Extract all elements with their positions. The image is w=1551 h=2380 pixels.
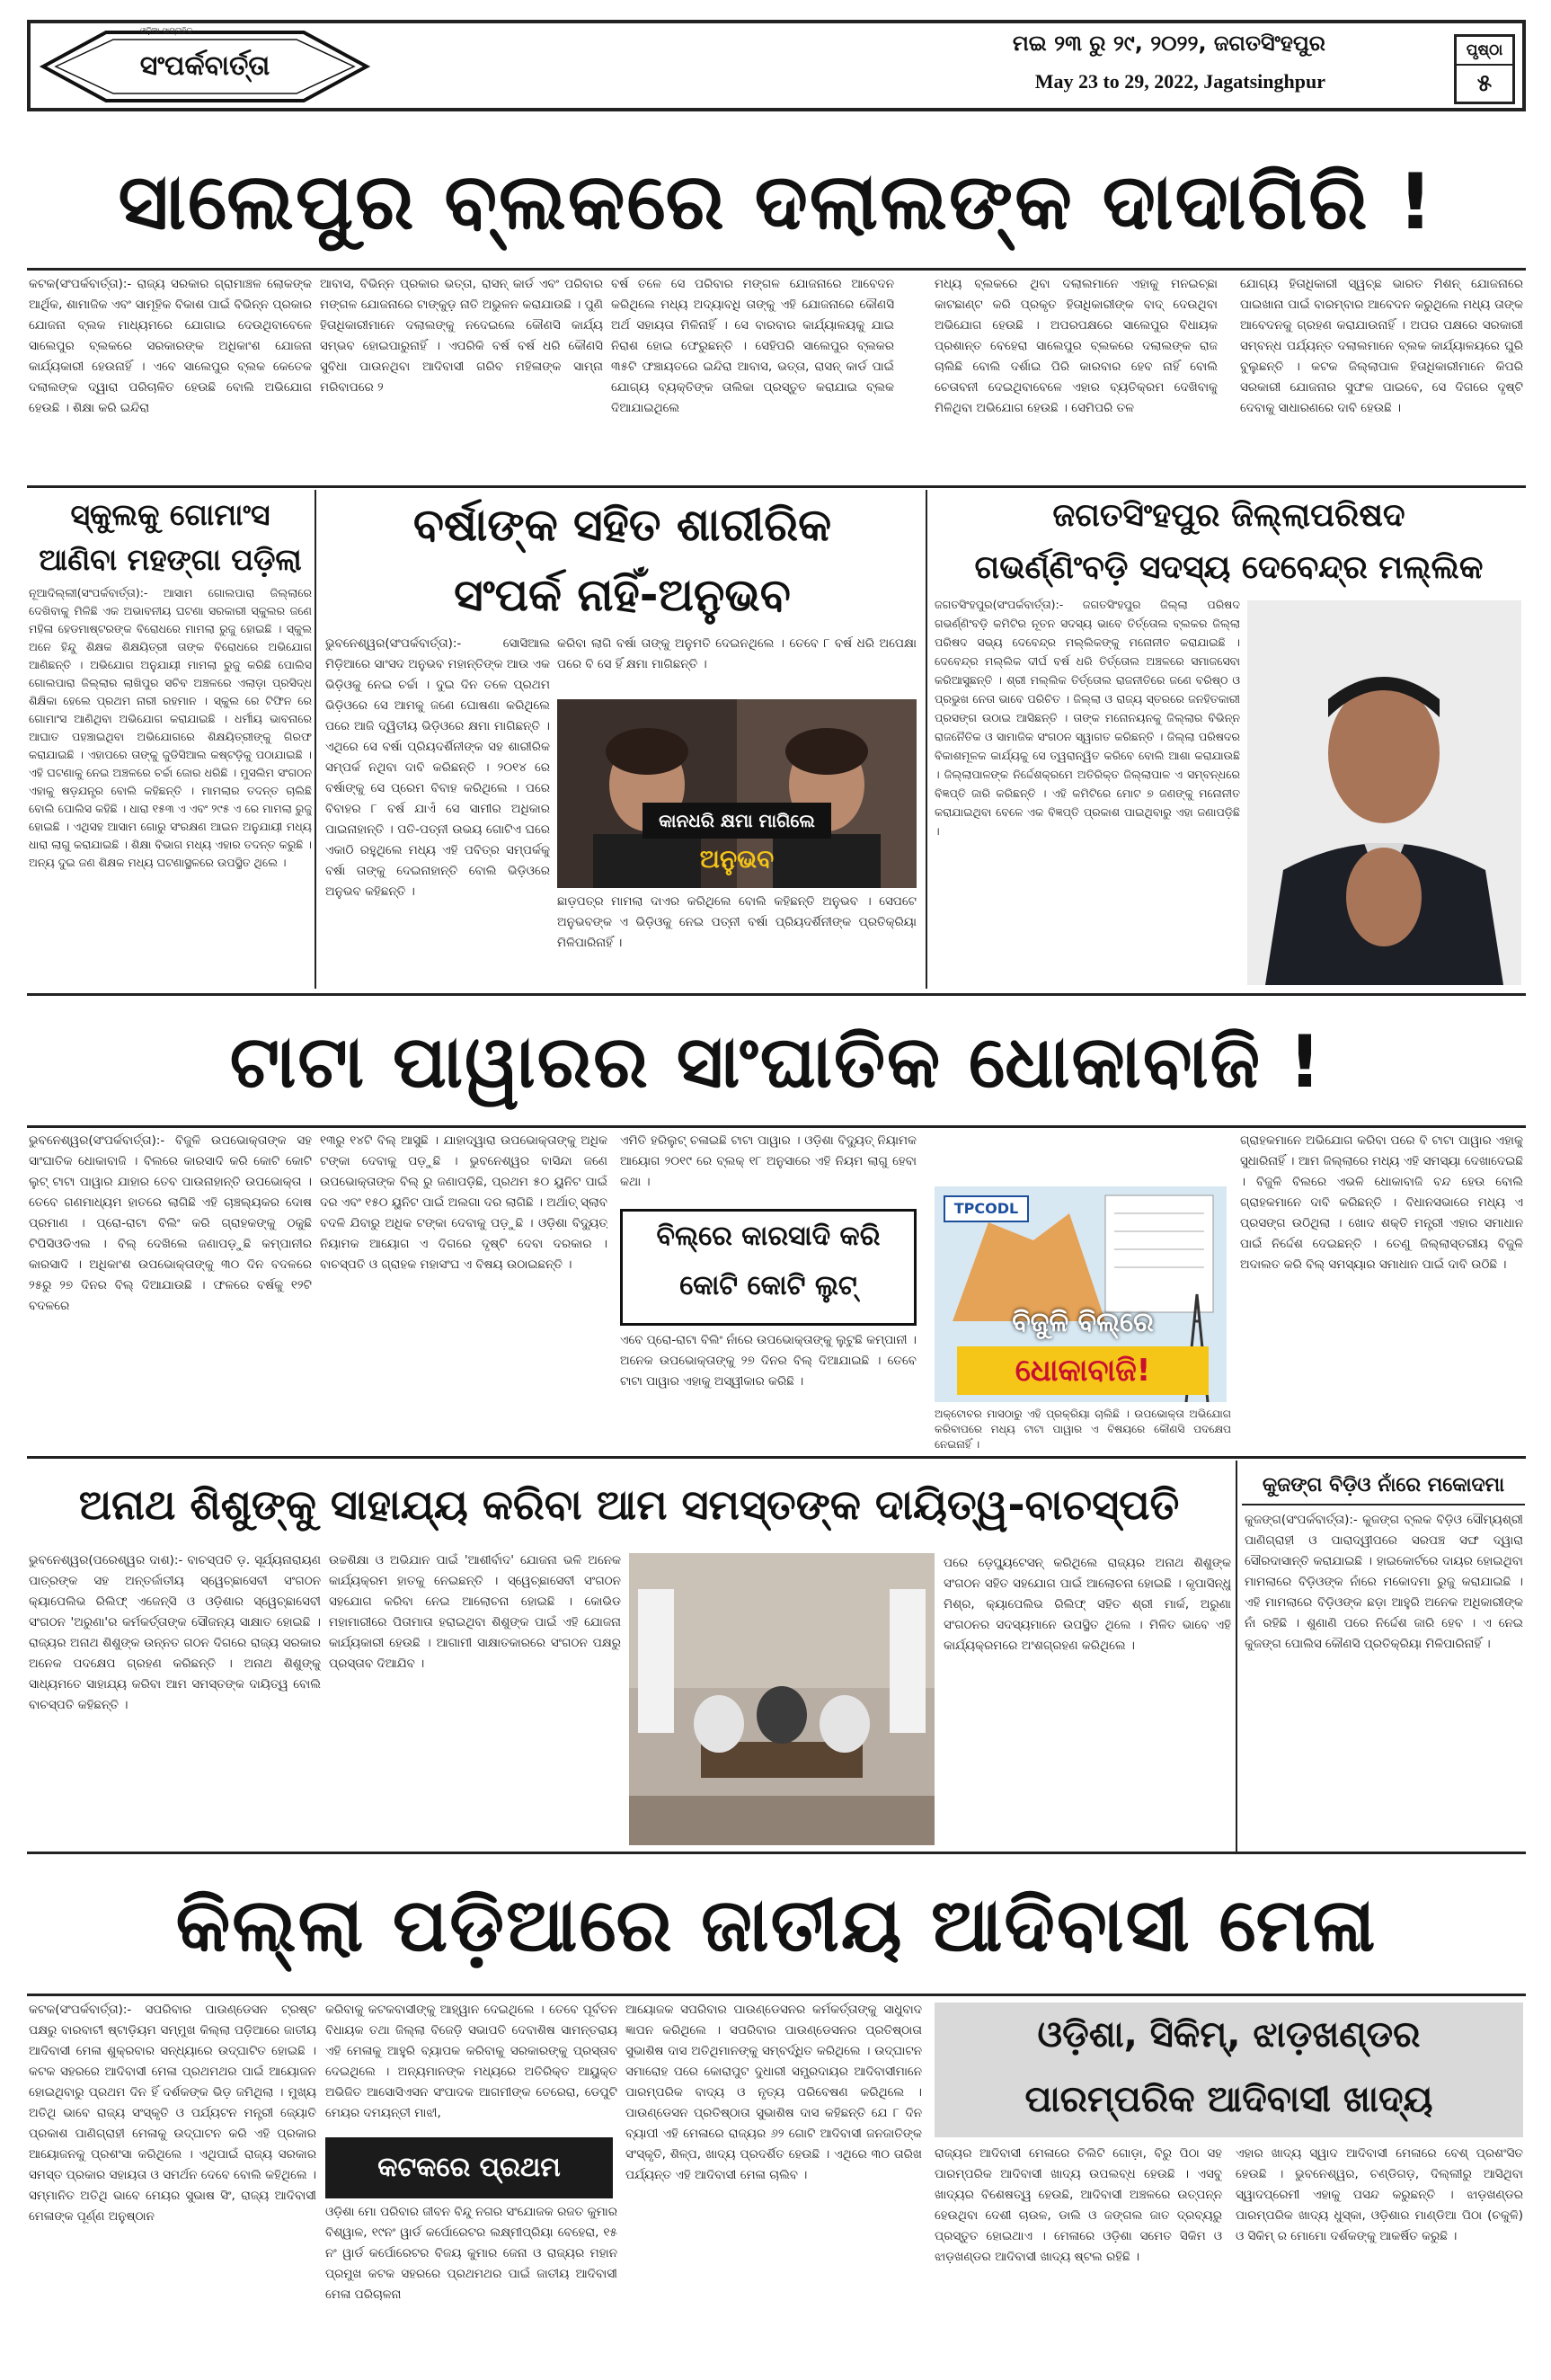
story5-photo-text-2: ଧୋକାବାଜି! (957, 1346, 1209, 1395)
story5-col-3-bottom: ଏବେ ପ୍ରୋ-ରାଟା ବିଲିଂ ନାଁରେ ଉପଭୋକ୍ତାଙ୍କୁ ଲୁଟୁଛି କମ୍ପାନୀ । ଅନେକ ଉପଭୋକ୍ତାଙ୍କୁ ୨୭ ଦିନର ବିଲ୍ ଦିଆଯାଇଛି । ତେବେ ଟାଟା ପାୱାର ଏହାକୁ ଅସ୍ୱୀକାର କରିଛି । (620, 1333, 917, 1389)
story8-col-4: ରାଜ୍ୟର ଆଦିବାସୀ ମେଳାରେ ଚିଲିଟି ଗୋଡ଼ା, ବିରୁ ପିଠା ସହ ପାରମ୍ପରିକ ଆଦିବାସୀ ଖାଦ୍ୟ ଉପଲବ୍ଧ ହେଉଛି । ଏସବୁ ଖାଦ୍ୟର ବିଶେଷତ୍ୱ ହେଉଛି, ଆଦିବାସୀ ଅଞ୍ଚଳରେ ଉତ୍ପନ୍ନ ହେଉଥିବା ଦେଶୀ ଚାଉଳ, ଡାଲି ଓ ଜଙ୍ଗଲ ଜାତ ଦ୍ରବ୍ୟରୁ ପ୍ରସ୍ତୁତ ହୋଇଥାଏ । ମେଳାରେ ଓଡ଼ିଶା ସମେତ ସିକିମ ଓ ଝାଡ଼ଖଣ୍ଡର ଆଦିବାସୀ ଖାଦ୍ୟ ଷ୍ଟଲ ରହିଛି । (935, 2146, 1222, 2264)
story3-col-3: ଛାଡ଼ପତ୍ର ମାମଲା ଦାଏର କରିଥିଲେ ବୋଲି କହିଛନ୍ତି ଅନୁଭବ । ସେପଟେ ଅନୁଭବଙ୍କ ଏ ଭିଡ଼ିଓକୁ ନେଇ ପତ୍ନୀ ବର୍ଷା ପ୍ରିୟଦର୍ଶିନୀଙ୍କ ପ୍ରତିକ୍ରିୟା ମିଳିପାରିନାହିଁ । (557, 894, 917, 950)
date-odia: ମଇ ୨୩ ରୁ ୨୯, ୨୦୨୨, ଜଗତସିଂହପୁର (1012, 31, 1325, 56)
divider (27, 993, 1526, 996)
story5-callout-1: ବିଲ୍‌ରେ କାରସାଦି କରି (656, 1221, 881, 1252)
divider (1236, 1461, 1237, 1852)
story3-headline-2: ସଂପର୍କ ନାହିଁ-ଅନୁଭବ (454, 569, 791, 621)
story5-col-2: ୧୩ରୁ ୧୪ଟି ବିଲ୍ ଆସୁଛି । ଯାହାଦ୍ୱାରା ଉପଭୋକ୍ତାଙ୍କୁ ଅଧିକ ଟଙ୍କା ଦେବାକୁ ପଡ଼ୁଛି । ଭୁବନେଶ୍ୱର ବାସିନ୍ଦା ଜଣେ ଉପଭୋକ୍ତାଙ୍କ ବିଲ୍ ରୁ ଜଣାପଡ଼ିଛି, ପ୍ରଥମ ୫୦ ୟୁନିଟ ପାଇଁ ଦର ଏବଂ ୧୫୦ ୟୁନିଟ ପାଇଁ ଅଲଗା ଦର ଲାଗିଛି । ଅର୍ଥାତ୍ ସ୍ଲାବ ବଦଳି ଯିବାରୁ ଅଧିକ ଟଙ୍କା ଦେବାକୁ ପଡ଼ୁଛି । ଓଡ଼ିଶା ବିଦ୍ୟୁତ୍ ନିୟାମକ ଆୟୋଗ ଏ ଦିଗରେ ଦୃଷ୍ଟି ଦେବା ଦରକାର । ବାଚସ୍ପତି ଓ ଗ୍ରାହକ ମହାସଂଘ ଏ ବିଷୟ ଉଠାଇଛନ୍ତି । (320, 1133, 607, 1272)
story3-col-2: କରିବା ଲାଗି ବର୍ଷା ତାଙ୍କୁ ଅନୁମତି ଦେଇନଥିଲେ । ତେବେ ୮ ବର୍ଷ ଧରି ଅପେକ୍ଷା ପରେ ବି ସେ ହିଁ କ୍ଷମା ମାଗିଛନ୍ତି । (557, 636, 917, 671)
story5-col-5: ଗ୍ରାହକମାନେ ଅଭିଯୋଗ କରିବା ପରେ ବି ଟାଟା ପାୱାର ଏହାକୁ ସୁଧାରିନାହିଁ । ଆମ ଜିଲ୍ଲାରେ ମଧ୍ୟ ଏହି ସମସ୍ୟା ଦେଖାଦେଇଛି । ବିଜୁଳି ବିଲରେ ଏଭଳି ଧୋକାବାଜି ବନ୍ଦ ହେଉ ବୋଲି ଗ୍ରାହକମାନେ ଦାବି କରିଛନ୍ତି । ବିଧାନସଭାରେ ମଧ୍ୟ ଏ ପ୍ରସଙ୍ଗ ଉଠିଥିଲା । ଖୋଦ ଶକ୍ତି ମନ୍ତ୍ରୀ ଏହାର ସମାଧାନ ପାଇଁ ନିର୍ଦ୍ଦେଶ ଦେଇଛନ୍ତି । ତେଣୁ ଜିଲ୍ଲାସ୍ତରୀୟ ବିଜୁଳି ଅଦାଲତ କରି ବିଲ୍ ସମସ୍ୟାର ସମାଧାନ ପାଇଁ ଦାବି ଉଠିଛି । (1240, 1133, 1523, 1272)
meeting-room-icon (629, 1553, 935, 1845)
divider (27, 1852, 1526, 1854)
story8-col-3: ଆୟୋଜକ ସପରିବାର ପାଉଣ୍ଡେସନର କର୍ମକର୍ତ୍ତାଙ୍କୁ ସାଧୁବାଦ ଜ୍ଞାପନ କରିଥିଲେ । ସପରିବାର ପାଉଣ୍ଡେସନର ପ୍ରତିଷ୍ଠାତା ସୁଭାଶିଷ ଦାସ ଅତିଥିମାନଙ୍କୁ ସମ୍ବର୍ଦ୍ଧିତ କରିଥିଲେ । ଉଦ୍‌ଘାଟନ ସମାରୋହ ପରେ କୋରାପୁଟ ଦୁଧାରୀ ସମ୍ପ୍ରଦାୟର ଆଦିବାସୀମାନେ ପାରମ୍ପରିକ ବାଦ୍ୟ ଓ ନୃତ୍ୟ ପରିବେଷଣ କରିଥିଲେ । ପାଉଣ୍ଡେସନ ପ୍ରତିଷ୍ଠାତା ସୁଭାଶିଷ ଦାସ କହିଛନ୍ତି ଯେ ୮ ଦିନ ବ୍ୟାପୀ ଏହି ମେଳାରେ ରାଜ୍ୟର ୬୨ ଗୋଟି ଆଦିବାସୀ ଜନଜାତିଙ୍କ ସଂସ୍କୃତି, ଶିଳ୍ପ, ଖାଦ୍ୟ ପ୍ରଦର୍ଶିତ ହେଉଛି । ଏଥିରେ ୩୦ ତାରିଖ ପର୍ଯ୍ୟନ୍ତ ଏହି ଆଦିବାସୀ ମେଳା ଚାଲିବ । (625, 2003, 922, 2182)
story1-headline: ସାଲେପୁର ବ୍ଲକରେ ଦଲାଲଙ୍କ ଦାଦାଗିରି ! (118, 157, 1435, 247)
story1-col-2: ଆବାସ, ବିଭିନ୍ନ ପ୍ରକାର ଭତ୍ତା, ରାସନ୍ କାର୍ଡ ଏବଂ ପରିବାର ମଙ୍ଗଳ ଯୋଜନାରେ ଟାଙ୍କୁଡ଼ ନାତି ଅଭୁଳନ କରାଯାଉଛି । ପୁଣି ହିତାଧିକାରୀମାନେ ଦଲାଲଙ୍କୁ ନଦେଇଲେ କୌଣସି କାର୍ଯ୍ୟ ସମ୍ଭବ ହୋଇପାରୁନାହିଁ । ଏପରିକି ବର୍ଷ ବର୍ଷ ଧରି କୌଣସି ସୁବିଧା ପାଉନଥିବା ଆଦିବାସୀ ଗରିବ ମହିଳାଙ୍କ ସାମ୍ନା ମରିବାପରେ ୨ (320, 277, 603, 395)
masthead-logo (34, 27, 376, 106)
story4-headline-2: ଗଭର୍ଣ୍ଣିଂବଡ଼ି ସଦସ୍ୟ ଦେବେନ୍ଦ୍ର ମଲ୍ଲିକ (974, 549, 1484, 586)
story8-box (935, 2003, 1523, 2137)
story7-body: କୁଜଙ୍ଗ(ସଂପର୍କବାର୍ତ୍ତା):- କୁଜଙ୍ଗ ବ୍ଲକ ବିଡ଼ିଓ ସୌମ୍ୟଶ୍ରୀ ପାଣିଗ୍ରାହୀ ଓ ପାରାଦ୍ୱୀପରେ ସରପଞ୍ଚ ସଙ୍ଘ ଦ୍ୱାରା ସୌରଦାସାନ୍ତି କରାଯାଇଛି । ହାଇକୋର୍ଟରେ ଦାୟର ହୋଇଥିବା ମାମଲାରେ ବିଡ଼ିଓଙ୍କ ନାଁରେ ମକୋଦମା ରୁଜୁ କରାଯାଇଛି । ଏହି ମାମଲାରେ ବିଡ଼ିଓଙ୍କ ଛଡ଼ା ଆହୁରି ଅନେକ ଅଧିକାରୀଙ୍କ ନାଁ ରହିଛି । ଶୁଣାଣି ପରେ ନିର୍ଦ୍ଦେଶ ଜାରି ହେବ । ଏ ନେଇ କୁଜଙ୍ଗ ପୋଲିସ କୌଣସି ପ୍ରତିକ୍ରିୟା ମିଳିପାରିନାହିଁ । (1245, 1513, 1523, 1651)
story6-headline: ଅନାଥ ଶିଶୁଙ୍କୁ ସାହାଯ୍ୟ କରିବା ଆମ ସମସ୍ତଙ୍କ ଦାୟିତ୍ୱ-ବାଚସ୍ପତି (78, 1480, 1180, 1529)
story5-photo-text-1: ବିଜୁଳି ବିଲ୍‌ରେ (1012, 1307, 1154, 1338)
story5-headline: ଟାଟା ପାୱାରର ସାଂଘାତିକ ଧୋକାବାଜି ! (229, 1020, 1324, 1104)
story7-headline: କୁଜଙ୍ଗ ବିଡ଼ିଓ ନାଁରେ ମକୋଦମା (1242, 1465, 1525, 1505)
story5-photo (935, 1186, 1227, 1402)
story5-col-3-top: ଏମିତି ହରିଲୁଟ୍ ଚଳାଇଛି ଟାଟା ପାୱାର । ଓଡ଼ିଶା ବିଦ୍ୟୁତ୍ ନିୟାମକ ଆୟୋଗ ୨୦୧୯ ରେ ବ୍ଲକ୍ ୧୮ ଅନୁସାରେ ଏହି ନିୟମ ଲାଗୁ ହେବା କଥା । (620, 1133, 917, 1189)
story8-col-5: ଏହାର ଖାଦ୍ୟ ସ୍ୱାଦ ଆଦିବାସୀ ମେଳାରେ ବେଶ୍ ପ୍ରଶଂସିତ ହେଉଛି । ଭୁବନେଶ୍ୱର, ଚଣ୍ଡିଗଡ଼, ଦିଲ୍ଲୀରୁ ଆସିଥିବା ସ୍ୱାଦପ୍ରେମୀ ଏହାକୁ ପସନ୍ଦ କରୁଛନ୍ତି । ଝାଡ଼ଖଣ୍ଡର ପାରମ୍ପରିକ ଖାଦ୍ୟ ଧୁସ୍କା, ଓଡ଼ିଶାର ମାଣ୍ଡିଆ ପିଠା (ଚକୁଳି) ଓ ସିକିମ୍ ର ମୋମୋ ଦର୍ଶକଙ୍କୁ ଆକର୍ଷିତ କରୁଛି । (1236, 2146, 1523, 2243)
story1-col-1: କଟକ(ସଂପର୍କବାର୍ତ୍ତା):- ରାଜ୍ୟ ସରକାର ଗ୍ରାମାଞ୍ଚଳ ଲୋକଙ୍କ ଆର୍ଥିକ, ଶାମାଜିକ ଏବଂ ସାମୂହିକ ବିକାଶ ପାଇଁ ବିଭିନ୍ନ ପ୍ରକାର ଯୋଜନା ବ୍ଲକ ମାଧ୍ୟମରେ ଯୋଗାଇ ଦେଉଥିବାବେଳେ ସାଲେପୁର ବ୍ଲକରେ ସରକାରଙ୍କ ଅଧିକାଂଶ ଯୋଜନା କାର୍ଯ୍ୟକାରୀ ହେଉନାହିଁ । ଏବେ ସାଲେପୁର ବ୍ଲକ କେତେକ ଦଲାଲଙ୍କ ଦ୍ୱାରା ପରିଚାଳିତ ହେଉଛି ବୋଲି ଅଭିଯୋଗ ହେଉଛି । ଶିକ୍ଷା କରି ଇନ୍ଦିରା (29, 277, 312, 415)
story3-col-1: ଭୁବନେଶ୍ୱର(ସଂପର୍କବାର୍ତ୍ତା):- ସୋସିଆଲ ମିଡ଼ିଆରେ ସାଂସଦ ଅନୁଭବ ମହାନ୍ତିଙ୍କ ଆଉ ଏକ ଭିଡ଼ିଓକୁ ନେଇ ଚର୍ଚ୍ଚା । ଦୁଇ ଦିନ ତଳେ ପ୍ରଥମ ଭିଡ଼ିଓରେ ସେ ଆମକୁ ଜଣେ ଘୋଷଣା କରିଥିଲେ ପରେ ଆଜି ଦ୍ୱିତୀୟ ଭିଡ଼ିଓରେ କ୍ଷମା ମାଗିଛନ୍ତି । ଏଥିରେ ସେ ବର୍ଷା ପ୍ରିୟଦର୍ଶିନୀଙ୍କ ସହ ଶାରୀରିକ ସମ୍ପର୍କ ନଥିବା ଦାବି କରିଛନ୍ତି । ୨୦୧୪ ରେ ବର୍ଷାଙ୍କୁ ସେ ପ୍ରେମ ବିବାହ କରିଥିଲେ । ପରେ ବିବାହର ୮ ବର୍ଷ ଯାଏଁ ସେ ସାମୀର ଅଧିକାର ପାଇନାହାନ୍ତି । ପତି-ପତ୍ନୀ ଉଭୟ ଗୋଟିଏ ଘରେ ଏକାଠି ରହୁଥିଲେ ମଧ୍ୟ ଏହି ପବିତ୍ର ସମ୍ପର୍କକୁ ବର୍ଷା ତାଙ୍କୁ ଦେଇନାହାନ୍ତି ବୋଲି ଭିଡ଼ିଓରେ ଅନୁଭବ କହିଛନ୍ତି । (325, 636, 550, 899)
story1-col-5: ଯୋଗ୍ୟ ହିତାଧିକାରୀ ସ୍ୱଚ୍ଛ ଭାରତ ମିଶନ୍ ଯୋଜନାରେ ପାଇଖାନା ପାଇଁ ବାରମ୍ବାର ଆବେଦନ କରୁଥିଲେ ମଧ୍ୟ ତାଙ୍କ ଆବେଦନକୁ ଗ୍ରହଣ କରାଯାଉନାହିଁ । ଅପର ପକ୍ଷରେ ସରକାରୀ ସମ୍ବନ୍ଧ ପର୍ଯ୍ୟନ୍ତ ଦଲାଲମାନେ ବ୍ଲକ କାର୍ଯ୍ୟାଳୟରେ ଘୁରି ବୁଲୁଛନ୍ତି । କଟକ ଜିଲ୍ଲାପାଳ ହିତାଧିକାରୀମାନେ କିପରି ସରକାରୀ ଯୋଜନାର ସୁଫଳ ପାଇବେ, ସେ ଦିଗରେ ଦୃଷ୍ଟି ଦେବାକୁ ସାଧାରଣରେ ଦାବି ହେଉଛି । (1240, 277, 1523, 415)
story8-box-title-2: ପାରମ୍ପରିକ ଆଦିବାସୀ ଖାଦ୍ୟ (1024, 2079, 1433, 2120)
divider (27, 268, 1526, 271)
story1-col-4: ମଧ୍ୟ ବ୍ଲକରେ ଥିବା ଦଲାଲମାନେ ଏହାକୁ ମନଇଚ୍ଛା କାଟଛାଣ୍ଟ କରି ପ୍ରକୃତ ହିତାଧିକାରୀଙ୍କ ବାଦ୍ ଦେଉଥିବା ଅଭିଯୋଗ ହେଉଛି । ଅପରପକ୍ଷରେ ସାଲେପୁର ବିଧାୟକ ପ୍ରଶାନ୍ତ ବେହେରା ସାଲେପୁର ବ୍ଲକରେ ଦଲାଲଙ୍କ ରାଜ ଚାଲିଛି ବୋଲି ଦର୍ଶାଇ ପିରି କାରବାର ହେବ ନାହିଁ ବୋଲି ଚେତାବନୀ ଦେଇଥିବାବେଳେ ଏହାର ବ୍ୟତିକ୍ରମ ଦେଖିବାକୁ ମିଳିଥିବା ଅଭିଯୋଗ ହେଉଛି । ସେମିପରି ତଳ (935, 277, 1218, 415)
story6-col-2: ଉଚ୍ଚଶିକ୍ଷା ଓ ଅଭିଯାନ ପାଇଁ 'ଆଶୀର୍ବାଦ' ଯୋଜନା ଭଳି ଅନେକ କାର୍ଯ୍ୟକ୍ରମ ହାତକୁ ନେଇଛନ୍ତି । ସ୍ୱେଚ୍ଛାସେବୀ ସଂଗଠନ ସହଯୋଗ କରିବା ନେଇ ଆଲୋଚନା ହୋଇଛି । କୋଭିଡ ମହାମାରୀରେ ପିତାମାତା ହରାଇଥିବା ଶିଶୁଙ୍କ ପାଇଁ ଏହି ଯୋଜନା କାର୍ଯ୍ୟକାରୀ ହେଉଛି । ଆଗାମୀ ସାକ୍ଷାତକାରରେ ସଂଗଠନ ପକ୍ଷରୁ ପ୍ରସ୍ତାବ ଦିଆଯିବ । (329, 1553, 621, 1671)
portrait-person-icon (1247, 600, 1521, 985)
story8-col-2-top: କରିବାକୁ କଟକବାସୀଙ୍କୁ ଆହ୍ୱାନ ଦେଇଥିଲେ । ତେବେ ପୂର୍ବତନ ବିଧାୟକ ତଥା ଜିଲ୍ଲା ବିଜେଡ଼ି ସଭାପତି ଦେବାଶିଷ ସାମନ୍ତରାୟ ଏହି ମେଳାକୁ ଆହୁରି ବ୍ୟାପକ କରିବାକୁ ସରକାରଙ୍କୁ ପ୍ରସ୍ତାବ ଦେଇଥିଲେ । ଅନ୍ୟମାନଙ୍କ ମଧ୍ୟରେ ଅତିରିକ୍ତ ଆୟୁକ୍ତ ଅଭିଜିତ ଆସୋସିଏସନ ସଂପାଦକ ଆଗମୀଙ୍କ ତେରେରା, ଡେପୁଟି ମେୟର ଦମୟନ୍ତୀ ମାଝୀ, (325, 2003, 617, 2120)
story6-col-1: ଭୁବନେଶ୍ୱର(ପରେଶ୍ୱର ଦାଶ):- ବାଚସ୍ପତି ଡ଼. ସୂର୍ଯ୍ୟନାରାୟଣ ପାତ୍ରଙ୍କ ସହ ଅନ୍ତର୍ଜାତୀୟ ସ୍ୱେଚ୍ଛାସେବୀ ସଂଗଠନ କ୍ୟାପେଲିଭ ରିଲିଫ୍ ଏଜେନ୍ସି ଓ ଓଡ଼ିଶାର ସ୍ୱେଚ୍ଛାସେବୀ ସଂଗଠନ 'ଅରୁଣା'ର କର୍ମକର୍ତ୍ତାଙ୍କ ସୌଜନ୍ୟ ସାକ୍ଷାତ ହୋଇଛି । ରାଜ୍ୟର ଅନାଥ ଶିଶୁଙ୍କ ଉନ୍ନତ ଗଠନ ଦିଗରେ ରାଜ୍ୟ ସରକାର ଅନେକ ପଦକ୍ଷେପ ଗ୍ରହଣ କରିଛନ୍ତି । ଅନାଥ ଶିଶୁଙ୍କୁ ସାଧ୍ୟମତେ ସାହାଯ୍ୟ କରିବା ଆମ ସମସ୍ତଙ୍କ ଦାୟିତ୍ୱ ବୋଲି ବାଚସ୍ପତି କହିଛନ୍ତି । (29, 1553, 321, 1712)
story1-col-3: ବର୍ଷ ତଳେ ସେ ପରିବାର ମଙ୍ଗଳ ଯୋଜନାରେ ଆବେଦନ କରିଥିଲେ ମଧ୍ୟ ଅଦ୍ୟାବଧି ତାଙ୍କୁ ଏହି ଯୋଜନାରେ କୌଣସି ଅର୍ଥ ସହାୟତା ମିଳିନାହିଁ । ସେ ବାରବାର କାର୍ଯ୍ୟାଳୟକୁ ଯାଇ ନିରାଶ ହୋଇ ଫେରୁଛନ୍ତି । ସେହିପରି ସାଲେପୁର ବ୍ଲକର ୩୫ଟି ଫଞ୍ଚାୟତରେ ଇନ୍ଦିରା ଆବାସ, ଭତ୍ତା, ରାସନ୍ କାର୍ଡ ପାଇଁ ଯୋଗ୍ୟ ବ୍ୟକ୍ତିଙ୍କ ତାଲିକା ପ୍ରସ୍ତୁତ କରାଯାଇ ବ୍ଲକ ଦିଆଯାଇଥିଲେ (611, 277, 894, 415)
story5-callout (620, 1209, 917, 1326)
story4-body: ଜଗତସିଂହପୁର(ସଂପର୍କବାର୍ତ୍ତା):- ଜଗତସିଂହପୁର ଜିଲ୍ଲା ପରିଷଦ ଗଭର୍ଣ୍ଣିଂବଡ଼ି କମିଟିର ନୂତନ ସଦସ୍ୟ ଭାବେ ତିର୍ତ୍ତୋଲ ବ୍ଲକର ଜିଲ୍ଲା ପରିଷଦ ସଭ୍ୟ ଦେବେନ୍ଦ୍ର ମଲ୍ଲିକଙ୍କୁ ମନୋନୀତ କରାଯାଇଛି । ଦେବେନ୍ଦ୍ର ମଲ୍ଲିକ ଦୀର୍ଘ ବର୍ଷ ଧରି ତିର୍ତ୍ତୋଲ ଅଞ୍ଚଳରେ ସମାଜସେବା କରିଆସୁଛନ୍ତି । ଶ୍ରୀ ମଲ୍ଲିକ ତିର୍ତ୍ତୋଲ ରାଜନୀତିରେ ଜଣେ ବରିଷ୍ଠ ଓ ପ୍ରଭୁଖ ନେତା ଭାବେ ପରିଚିତ । ଜିଲ୍ଲା ଓ ରାଜ୍ୟ ସ୍ତରରେ ଜନହିତକାରୀ ପ୍ରସଙ୍ଗ ଉଠାଇ ଆସିଛନ୍ତି । ତାଙ୍କ ମନୋନୟନକୁ ଜିଲ୍ଲାର ବିଭିନ୍ନ ରାଜନୈତିକ ଓ ସାମାଜିକ ସଂଗଠନ ସ୍ୱାଗତ କରିଛନ୍ତି । ଜିଲ୍ଲା ପରିଷଦର ବିକାଶମୂଳକ କାର୍ଯ୍ୟକୁ ସେ ତ୍ୱରାନ୍ୱିତ କରିବେ ବୋଲି ଆଶା କରାଯାଉଛି । ଜିଲ୍ଲାପାଳଙ୍କ ନିର୍ଦ୍ଦେଶକ୍ରମେ ଅତିରିକ୍ତ ଜିଲ୍ଲାପାଳ ଏ ସମ୍ବନ୍ଧରେ ବିଜ୍ଞପ୍ତି ଜାରି କରିଛନ୍ତି । ଏହି କମିଟିରେ ମୋଟ ୭ ଜଣଙ୍କୁ ମନୋନୀତ କରାଯାଇଥିବା ବେଳେ ଏକ ବିଜ୍ଞପ୍ତି ପ୍ରକାଶ ପାଇଥିବାରୁ ଏହା ଜଣାପଡ଼ିଛି । (935, 598, 1240, 838)
tpcodl-logo: TPCODL (944, 1195, 1029, 1222)
story5-col-4-bottom: ଅକ୍ଟୋବର ମାସଠାରୁ ଏହି ପ୍ରକ୍ରିୟା ଚାଲିଛି । ଉପଭୋକ୍ତା ଅଭିଯୋଗ କରିବାପରେ ମଧ୍ୟ ଟାଟା ପାୱାର ଏ ବିଷୟରେ କୌଣସି ପଦକ୍ଷେପ ନେଇନାହିଁ । (935, 1408, 1231, 1451)
story8-headline: କିଲ୍ଲା ପଡ଼ିଆରେ ଜାତୀୟ ଆଦିବାସୀ ମେଳା (175, 1883, 1378, 1968)
story8-callout: କଟକରେ ପ୍ରଥମ (325, 2137, 613, 2198)
page-number-box (1454, 34, 1515, 104)
divider (27, 1456, 1526, 1459)
date-english: May 23 to 29, 2022, Jagatsinghpur (1034, 70, 1325, 93)
divider (926, 490, 927, 989)
divider (315, 490, 316, 989)
story6-col-3: ପରେ ଡ଼େପ୍ୟୁଟେସନ୍ କରିଥିଲେ ରାଜ୍ୟର ଅନାଥ ଶିଶୁଙ୍କ ସଂଗଠନ ସହିତ ସହଯୋଗ ପାଇଁ ଆଲୋଚନା ହୋଇଛି । କୃପାସିନ୍ଧୁ ମିଶ୍ର, କ୍ୟାପେଲିଭ ରିଲିଫ୍ ସହିତ ଶ୍ରୀ ମାର୍କ, ଅରୁଣା ସଂଗଠନର ସଦସ୍ୟମାନେ ଉପସ୍ଥିତ ଥିଲେ । ମିଳିତ ଭାବେ ଏହି କାର୍ଯ୍ୟକ୍ରମରେ ଅଂଶଗ୍ରହଣ କରିଥିଲେ । (944, 1556, 1231, 1653)
story3-caption-2: ଅନୁଭବ (699, 844, 775, 874)
divider (27, 1994, 1526, 1996)
logo-tagline: ଓଡ଼ିଆ ସାପ୍ତାହିକ (140, 27, 193, 36)
story8-col-2-bottom: ଓଡ଼ିଶା ମୋ ପରିବାର ଜୀବନ ବିନ୍ଦୁ ନଗର ସଂଯୋଜକ ରଜତ କୁମାର ବିଶ୍ୱାଳ, ୧୯ନଂ ୱାର୍ଡ କର୍ପୋରେଟର ଲକ୍ଷ୍ମୀପ୍ରିୟା ବେହେରା, ୧୫ ନଂ ୱାର୍ଡ କର୍ପୋରେଟର ବିଜୟ କୁମାର ଜେନା ଓ ରାଜ୍ୟର ମହାନ ପ୍ରମୁଖ କଟକ ସହରରେ ପ୍ରଥମଥର ପାଇଁ ଜାତୀୟ ଆଦିବାସୀ ମେଳା ପରିଚାଳନା (325, 2205, 617, 2302)
story4-portrait (1247, 600, 1521, 985)
divider (27, 1125, 1526, 1128)
story3-headline-1: ବର୍ଷାଙ୍କ ସହିତ ଶାରୀରିକ (412, 499, 832, 551)
story5-callout-2: କୋଟି କୋଟି ଲୁଟ୍ (679, 1270, 857, 1301)
divider (27, 485, 1526, 488)
story3-photo (557, 699, 917, 888)
story4-headline-1: ଜଗତସିଂହପୁର ଜିଲ୍ଲାପରିଷଦ (1052, 497, 1405, 534)
page-label: ପୃଷ୍ଠା (1457, 37, 1512, 66)
story2-headline-1: ସ୍କୁଲକୁ ଗୋମାଂସ (70, 497, 270, 532)
story6-photo (629, 1553, 935, 1845)
story5-col-1: ଭୁବନେଶ୍ୱର(ସଂପର୍କବାର୍ତ୍ତା):- ବିଜୁଳି ଉପଭୋକ୍ତାଙ୍କ ସହ ସାଂଘାତିକ ଧୋକାବାଜି । ବିଲରେ କାରସାଦି କରି କୋଟି କୋଟି ଲୁଟ୍ ଟାଟା ପାୱାର ଯାହାର ତେବ ପାଉନାହାନ୍ତି ଉପଭୋକ୍ତା । ତେବେ ଗଣମାଧ୍ୟମ ହାତରେ ଲାଗିଛି ଏହି ଚାଞ୍ଚଲ୍ୟକର ଦୋଷ ପ୍ରମାଣ । ପ୍ରୋ-ରାଟା ବିଲିଂ କରି ଗ୍ରାହକଙ୍କୁ ଠକୁଛି ଟିପିସିଓଡିଏଲ । ବିଲ୍ ଦେଖିଲେ ଜଣାପଡ଼ୁଛି କମ୍ପାନୀର କାରସାଦି । ଅଧିକାଂଶ ଉପଭୋକ୍ତାଙ୍କୁ ୩୦ ଦିନ ବଦଳରେ ୨୫ରୁ ୨୭ ଦିନର ବିଲ୍ ଦିଆଯାଉଛି । ଫଳରେ ବର୍ଷକୁ ୧୨ଟି ବଦଳରେ (29, 1133, 312, 1313)
logo-text: ସଂପର୍କବାର୍ତ୍ତା (139, 50, 270, 82)
page-number: ୫ (1476, 70, 1493, 97)
story2-headline-2: ଆଣିବା ମହଙ୍ଗା ପଡ଼ିଲା (39, 542, 302, 577)
story3-caption-1: କାନଧରି କ୍ଷମା ମାଗିଲେ (643, 803, 831, 839)
story8-box-title-1: ଓଡ଼ିଶା, ସିକିମ୍, ଝାଡ଼ଖଣ୍ଡର (1037, 2014, 1421, 2056)
story2-body: ନୂଆଦିଲ୍ଲୀ(ସଂପର୍କବାର୍ତ୍ତା):- ଆସାମ ଗୋଲପାରା ଜିଲ୍ଲାରେ ଦେଖିବାକୁ ମିଳିଛି ଏକ ଅଭାବନୀୟ ଘଟଣା ସରକାରୀ ସ୍କୁଲର ଜଣେ ମହିଳା ହେଡମାଷ୍ଟରଙ୍କ ବିରୋଧରେ ମାମଲା ରୁଜୁ ହୋଇଛି । ସ୍କୁଲ ଅନେ ହିନ୍ଦୁ ଶିକ୍ଷକ ଶିକ୍ଷୟିତ୍ରୀ ତାଙ୍କ ବିରୋଧରେ ଅଭିଯୋଗ ଆଣିଛନ୍ତି । ଅଭିଯୋଗ ଅନୁଯାୟୀ ମାମଲା ରୁଜୁ କରିଛି ପୋଲିସ ଗୋଲପାରା ଜିଲ୍ଲାର ଲାଖିପୁର ସଚିବ ଅଞ୍ଚଳରେ ଏଲାଡ଼ା ପ୍ରସିଦ୍ଧ ଶିକ୍ଷିକା ହେଲେ ପ୍ରଥମ ନାରୀ ରହମାନ । ସ୍କୁଲ ରେ ଟିଫିନ ରେ ଗୋମାଂସ ଆଣିଥିବା ଅଭିଯୋଗ କରାଯାଇଛି । ଧର୍ମୀୟ ଭାବନାରେ ଆଘାତ ପହଞ୍ଚାଇଥିବା ଅଭିଯୋଗରେ ଶିକ୍ଷୟିତ୍ରୀଙ୍କୁ ଗିରଫ କରାଯାଇଛି । ଏହାପରେ ତାଙ୍କୁ ଜୁଡିସିଆଲ କଷ୍ଟଡ଼ିକୁ ପଠାଯାଇଛି । ଏହି ଘଟଣାକୁ ନେଇ ଅଞ୍ଚଳରେ ଚର୍ଚ୍ଚା ଜୋର ଧରିଛି । ମୁସଲିମ ସଂଗଠନ ଏହାକୁ ଷଡ଼ଯନ୍ତ୍ର ବୋଲି କହିଛନ୍ତି । ମାମଲାର ତଦନ୍ତ ଚାଲିଛି ବୋଲି ପୋଲିସ କହିଛି । ଧାରା ୧୫୩ ଏ ଏବଂ ୨୯୫ ଏ ରେ ମାମଲା ରୁଜୁ ହୋଇଛି । ଏଥିସହ ଆସାମ ଗୋରୁ ସଂରକ୍ଷଣ ଆଇନ ଅନୁଯାୟୀ ମଧ୍ୟ ଧାରା ଲାଗୁ କରାଯାଇଛି । ଶିକ୍ଷା ବିଭାଗ ମଧ୍ୟ ଏହାର ତଦନ୍ତ କରୁଛି । ଅନ୍ୟ ଦୁଇ ଜଣ ଶିକ୍ଷକ ମଧ୍ୟ ଘଟଣାସ୍ଥଳରେ ଉପସ୍ଥିତ ଥିଲେ । (29, 586, 312, 869)
story8-col-1: କଟକ(ସଂପର୍କବାର୍ତ୍ତା):- ସପରିବାର ପାଉଣ୍ଡେସନ ଟ୍ରଷ୍ଟ ପକ୍ଷରୁ ବାରବାଟୀ ଷ୍ଟାଡ଼ିୟମ ସମ୍ମୁଖ କିଲ୍ଲା ପଡ଼ିଆରେ ଜାତୀୟ ଆଦିବାସୀ ମେଳା ଶୁକ୍ରବାର ସନ୍ଧ୍ୟାରେ ଉଦ୍‌ଘାଟିତ ହୋଇଛି । କଟକ ସହରରେ ଆଦିବାସୀ ମେଳା ପ୍ରଥମଥର ପାଇଁ ଆୟୋଜନ ହୋଇଥିବାରୁ ପ୍ରଥମ ଦିନ ହିଁ ଦର୍ଶକଙ୍କ ଭିଡ଼ ଜମିଥିଲା । ମୁଖ୍ୟ ଅତିଥି ଭାବେ ରାଜ୍ୟ ସଂସ୍କୃତି ଓ ପର୍ଯ୍ୟଟନ ମନ୍ତ୍ରୀ ଜ୍ୟୋତି ପ୍ରକାଶ ପାଣିଗ୍ରାହୀ ମେଳାକୁ ଉଦ୍‌ଘାଟନ କରି ଏହି ପ୍ରକାର ଆୟୋଜନକୁ ପ୍ରଶଂସା କରିଥିଲେ । ଏଥିପାଇଁ ରାଜ୍ୟ ସରକାର ସମସ୍ତ ପ୍ରକାର ସହାୟତା ଓ ସମର୍ଥନ ଦେବେ ବୋଲି କହିଥିଲେ । ସମ୍ମାନିତ ଅତିଥି ଭାବେ ମେୟର ସୁଭାଷ ସିଂ, ରାଜ୍ୟ ଆଦିବାସୀ ମେଳାଙ୍କ ପୂର୍ଣ୍ଣ ଅନୁଷ୍ଠାନ (29, 2003, 316, 2224)
